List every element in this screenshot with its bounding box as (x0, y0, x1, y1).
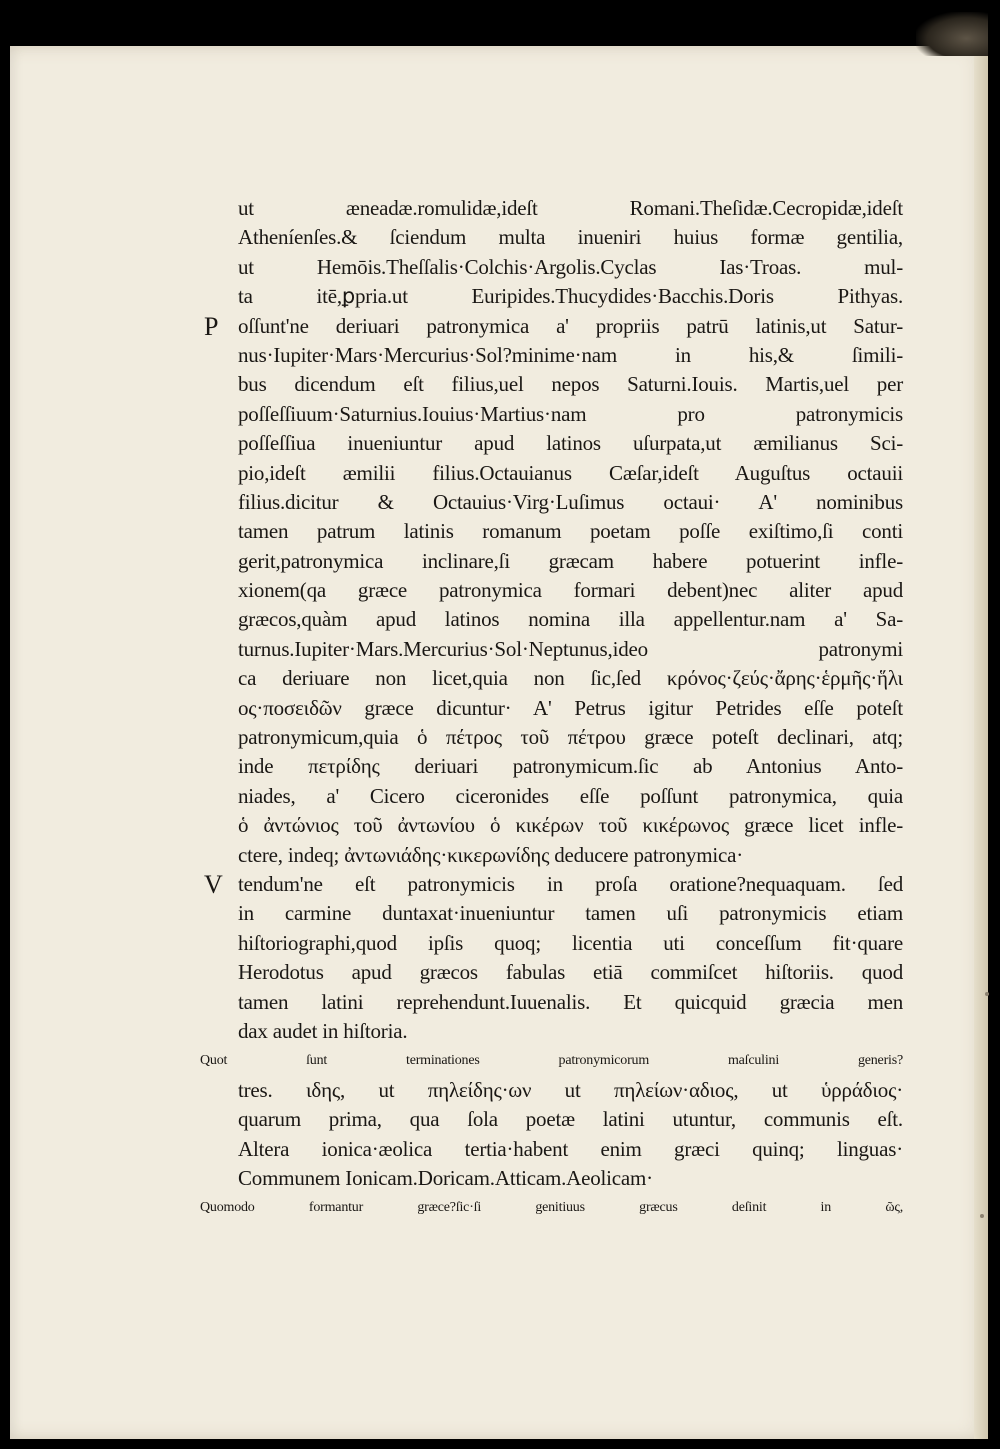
line-text: tendum'ne eſt patronymicis in proſa oratione?nequaquam. ſed (238, 871, 903, 896)
text-line (238, 782, 903, 811)
text-line (238, 370, 903, 399)
text-line (238, 605, 903, 634)
line-text: bus dicendum eſt filius,uel nepos Saturni.Iouis. Martis,uel per (238, 372, 903, 397)
line-text: in carmine duntaxat·inueniuntur tamen uſi patronymicis etiam (238, 901, 903, 926)
line-text: poſſeſſiuum·Saturnius.Iouius·Martius·nam pro patronymicis (238, 401, 903, 426)
text-line (238, 1164, 903, 1193)
text-line (238, 459, 903, 488)
ink-spot (980, 1214, 984, 1218)
text-line (238, 400, 903, 429)
line-text: tamen patrum latinis romanum poetam poſſe exiſtimo,ſi conti (238, 519, 903, 544)
text-line (238, 1017, 903, 1046)
line-text: dax audet in hiſtoria. (238, 1018, 408, 1043)
text-line (238, 429, 903, 458)
text-line (238, 929, 903, 958)
line-text: xionem(qa græce patronymica formari debent)nec aliter apud (238, 578, 903, 603)
line-text: Quomodo formantur græce?ſic·ſi genitiuus græcus deſinit in ῶς, (200, 1200, 903, 1216)
line-text: filius.dicitur & Octauius·Virg·Luſimus octaui· A' nominibus (238, 489, 903, 514)
text-line (204, 311, 903, 341)
text-line (238, 517, 903, 546)
line-text: pio,ideſt æmilii filius.Octauianus Cæſar,ideſt Auguſtus octauii (238, 460, 903, 485)
line-text: tamen latini reprehendunt.Iuuenalis. Et quicquid græcia men (238, 989, 903, 1014)
text-line (200, 1046, 903, 1075)
line-text: græcos,quàm apud latinos nomina illa appellentur.nam a' Sa- (238, 607, 903, 632)
line-text: ut Hemōis.Theſſalis·Colchis·Argolis.Cyclas Ias·Troas. mul- (238, 254, 903, 279)
text-line (238, 811, 903, 840)
section-initial: P (204, 311, 219, 341)
line-text: Quot ſunt terminationes patronymicorum maſculini generis? (200, 1053, 903, 1069)
text-line (238, 488, 903, 517)
line-text: ος·ποσειδῶν græce dicuntur· A' Petrus igitur Petrides eſſe poteſt (238, 695, 903, 720)
line-text: turnus.Iupiter·Mars.Mercurius·Sol·Neptunus,ideo patronymi (238, 636, 903, 661)
line-text: poſſeſſiua inueniuntur apud latinos uſurpata,ut æmilianus Sci- (238, 431, 903, 456)
section-initial: V (204, 869, 223, 899)
text-line (238, 899, 903, 928)
text-line (238, 1135, 903, 1164)
line-text: oſſunt'ne deriuari patronymica a' propriis patrū latinis,ut Satur- (238, 313, 903, 338)
line-text: Communem Ionicam.Doricam.Atticam.Aeolicam· (238, 1165, 653, 1190)
line-text: nus·Iupiter·Mars·Mercurius·Sol?minime·nam in his,& ſimili- (238, 342, 903, 367)
book-page (10, 46, 988, 1439)
text-line (238, 576, 903, 605)
text-line (238, 282, 903, 311)
line-text: ctere, indeq; ἀντωνιάδης·κικερωνίδης deducere patronymica· (238, 842, 744, 867)
line-text: patronymicum,quia ὁ πέτρος τοῦ πέτρου græce poteſt declinari, atq; (238, 725, 903, 750)
text-line (238, 547, 903, 576)
text-line (238, 988, 903, 1017)
text-line (238, 194, 903, 223)
line-text: ca deriuare non licet,quia non ſic,ſed κρόνος·ζεύς·ἄρης·ἑρμῆς·ἥλι (238, 666, 903, 691)
line-text: ὁ ἀντώνιος τοῦ ἀντωνίου ὁ κικέρων τοῦ κικέρωνος græce licet infle- (238, 813, 903, 838)
line-text: ut æneadæ.romulidæ,ideſt Romani.Theſidæ.Cecropidæ,ideſt (238, 196, 903, 220)
text-line (204, 869, 903, 899)
text-line (238, 223, 903, 252)
line-text: quarum prima, qua ſola poetæ latini utuntur, communis eſt. (238, 1107, 903, 1132)
text-line (238, 958, 903, 987)
corner-binding-mark (916, 12, 988, 56)
line-text: tres. ιδης, ut πηλείδης·ων ut πηλείων·αδιος, ut ὑρράδιος· (238, 1077, 903, 1102)
text-line (238, 1105, 903, 1134)
line-text: niades, a' Cicero ciceronides eſſe poſſunt patronymica, quia (238, 783, 903, 808)
line-text: Altera ionica·æolica tertia·habent enim græci quinq; linguas· (238, 1136, 903, 1161)
text-line (238, 841, 903, 870)
text-line (238, 723, 903, 752)
text-line (238, 1076, 903, 1105)
text-line (238, 664, 903, 693)
line-text: gerit,patronymica inclinare,ſi græcam habere potuerint infle- (238, 548, 903, 573)
line-text: ta itē,ꝑpria.ut Euripides.Thucydides·Bacchis.Doris Pithyas. (238, 284, 903, 309)
page-edge (974, 46, 988, 1439)
text-line (238, 694, 903, 723)
line-text: inde πετρίδης deriuari patronymicum.ſic ab Antonius Anto- (238, 754, 903, 779)
line-text: Atheníenſes.& ſciendum multa inueniri huius formæ gentilia, (238, 225, 903, 250)
text-line (238, 253, 903, 282)
line-text: hiſtoriographi,quod ipſis quoq; licentia uti conceſſum fit·quare (238, 930, 903, 955)
text-line (238, 635, 903, 664)
text-column (200, 194, 903, 1223)
text-line (238, 341, 903, 370)
text-line (200, 1193, 903, 1222)
ink-spot (985, 992, 989, 996)
text-line (238, 752, 903, 781)
line-text: Herodotus apud græcos fabulas etiā commiſcet hiſtoriis. quod (238, 960, 903, 985)
